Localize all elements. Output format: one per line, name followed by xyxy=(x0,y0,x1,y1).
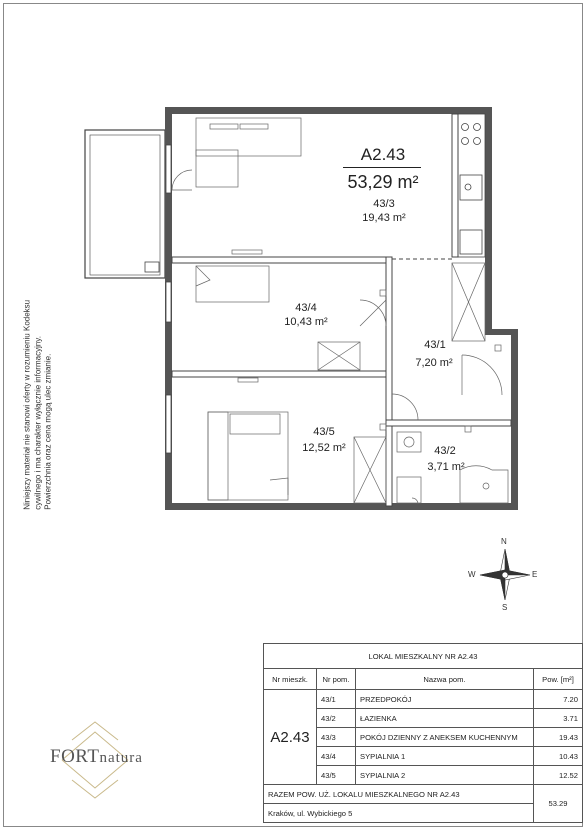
header-room-no: Nr pom. xyxy=(317,669,356,690)
apartment-code-underline xyxy=(343,167,421,168)
row-1-name: PRZEDPOKÓJ xyxy=(356,690,534,709)
row-4-name: SYPIALNIA 1 xyxy=(356,747,534,766)
room-43-3-area: 19,43 m² xyxy=(362,212,406,224)
apartment-total-area: 53,29 m² xyxy=(347,172,419,192)
compass-south: S xyxy=(502,603,508,612)
room-43-2-area: 3,71 m² xyxy=(427,461,465,473)
room-43-1-id: 43/1 xyxy=(424,339,446,351)
row-5-no: 43/5 xyxy=(317,766,356,785)
row-5-area: 12.52 xyxy=(534,766,583,785)
table-title: LOKAL MIESZKALNY NR A2.43 xyxy=(264,644,583,669)
living-furniture xyxy=(172,118,301,254)
room-43-5-id: 43/5 xyxy=(313,426,335,438)
total-label: RAZEM POW. UŻ. LOKALU MIESZKALNEGO NR A2.43 xyxy=(264,785,534,804)
unit-code: A2.43 xyxy=(264,690,317,785)
row-1-no: 43/1 xyxy=(317,690,356,709)
row-2-area: 3.71 xyxy=(534,709,583,728)
logo xyxy=(50,746,143,768)
room-43-3-id: 43/3 xyxy=(373,198,395,210)
row-2-name: ŁAZIENKA xyxy=(356,709,534,728)
room-43-2-id: 43/2 xyxy=(434,445,456,457)
apartment-code: A2.43 xyxy=(360,145,406,164)
row-4-no: 43/4 xyxy=(317,747,356,766)
row-4-area: 10.43 xyxy=(534,747,583,766)
row-5-name: SYPIALNIA 2 xyxy=(356,766,534,785)
header-unit: Nr mieszk. xyxy=(264,669,317,690)
room-43-4-area: 10,43 m² xyxy=(284,316,328,328)
row-3-area: 19.43 xyxy=(534,728,583,747)
room-43-5-area: 12,52 m² xyxy=(302,442,346,454)
compass-rose xyxy=(480,549,530,600)
logo-word-fort: FORT xyxy=(50,746,100,767)
room-43-1-area: 7,20 m² xyxy=(415,357,453,369)
header-name: Nazwa pom. xyxy=(356,669,534,690)
row-3-no: 43/3 xyxy=(317,728,356,747)
disclaimer-text: Niniejszy materiał nie stanowi oferty w rozumieniu Kodeksu cywilnego i ma charakter wyłącznie informacyjny. Powierzchnia oraz cena mogą ulec zmianie. xyxy=(22,299,53,510)
compass-west: W xyxy=(468,570,476,579)
logo-word-natura: natura xyxy=(99,750,143,766)
windows xyxy=(166,145,171,453)
apartment-info-table xyxy=(263,643,583,823)
balcony xyxy=(85,130,165,278)
total-value: 53.29 xyxy=(534,785,583,823)
row-3-name: POKÓJ DZIENNY Z ANEKSEM KUCHENNYM xyxy=(356,728,534,747)
compass-east: E xyxy=(532,570,538,579)
row-2-no: 43/2 xyxy=(317,709,356,728)
address: Kraków, ul. Wybickiego 5 xyxy=(264,804,534,823)
kitchen-units xyxy=(458,114,485,257)
row-1-area: 7.20 xyxy=(534,690,583,709)
compass-north: N xyxy=(501,537,507,546)
header-area: Pow. [m²] xyxy=(534,669,583,690)
bedroom-2-furniture xyxy=(208,378,386,503)
room-43-4-id: 43/4 xyxy=(295,302,317,314)
